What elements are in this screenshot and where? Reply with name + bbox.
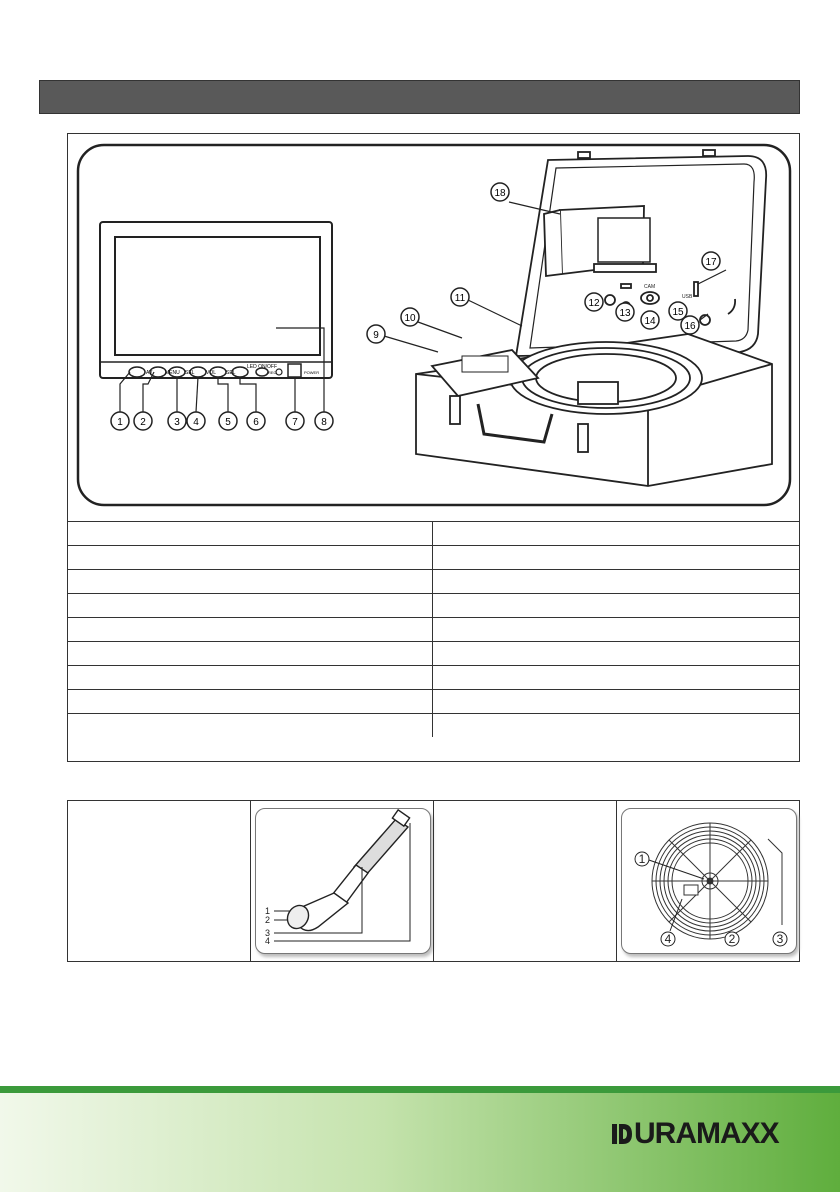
callout-15: 15 xyxy=(672,307,684,318)
parts-table-row xyxy=(68,594,799,618)
parts-cell-right xyxy=(433,546,800,570)
callout-1: 1 xyxy=(117,417,123,428)
parts-cell-left xyxy=(68,714,433,738)
reel-callout-3: 3 xyxy=(776,932,784,946)
btn-label-av: AV xyxy=(146,370,153,376)
parts-cell-right xyxy=(433,690,800,714)
btn-label-sel-2: SEL xyxy=(226,370,236,376)
callout-3: 3 xyxy=(174,417,180,428)
reel-callout-1: 1 xyxy=(638,852,646,866)
callout-13: 13 xyxy=(619,308,631,319)
cam-label: CAM xyxy=(644,284,656,290)
cable-reel-drawing xyxy=(622,809,796,953)
parts-table-row xyxy=(68,618,799,642)
parts-cell-left xyxy=(68,594,433,618)
parts-cell-right xyxy=(433,618,800,642)
cable-reel-image xyxy=(621,808,797,954)
parts-cell-left xyxy=(68,618,433,642)
camera-callout-1: 1 xyxy=(265,906,271,916)
reel-callout-4: 4 xyxy=(664,932,672,946)
components-frame xyxy=(67,800,800,962)
callout-18: 18 xyxy=(494,188,506,199)
divider-1 xyxy=(250,801,251,961)
section-title-bar xyxy=(39,80,800,114)
parts-cell-left xyxy=(68,570,433,594)
callout-14: 14 xyxy=(644,316,656,327)
callout-2: 2 xyxy=(140,417,146,428)
parts-table xyxy=(68,521,799,737)
btn-label-led: LED ON/OFF xyxy=(247,364,278,370)
btn-label-rec: REC xyxy=(268,370,277,375)
callout-12: 12 xyxy=(588,298,600,309)
callout-17: 17 xyxy=(705,257,717,268)
parts-cell-right xyxy=(433,594,800,618)
btn-label-power: POWER xyxy=(304,370,320,375)
parts-cell-right xyxy=(433,642,800,666)
parts-cell-right xyxy=(433,570,800,594)
camera-head-drawing xyxy=(256,809,430,953)
parts-cell-right xyxy=(433,666,800,690)
camera-head-image xyxy=(255,808,431,954)
footer-accent-stripe xyxy=(0,1086,840,1093)
callout-7: 7 xyxy=(292,417,298,428)
callout-16: 16 xyxy=(684,321,696,332)
camera-callout-4: 4 xyxy=(265,936,271,946)
camera-head-description-cell xyxy=(68,801,250,961)
cable-reel-description-cell xyxy=(434,801,616,961)
camera-callout-3: 3 xyxy=(265,928,271,938)
parts-cell-left xyxy=(68,522,433,546)
parts-cell-right xyxy=(433,522,800,546)
carry-case-drawing xyxy=(416,150,772,486)
callout-5: 5 xyxy=(225,417,231,428)
divider-3 xyxy=(616,801,617,961)
parts-table-row xyxy=(68,522,799,546)
callout-10: 10 xyxy=(404,313,416,324)
parts-table-row xyxy=(68,642,799,666)
callout-9: 9 xyxy=(373,330,379,341)
brand-logo xyxy=(612,1114,779,1154)
parts-table-row xyxy=(68,690,799,714)
device-overview-figure xyxy=(68,134,799,520)
btn-label-sel-1: SEL xyxy=(185,370,195,376)
brand-logo-mark-icon xyxy=(612,1121,632,1147)
overview-frame xyxy=(67,133,800,762)
parts-table-row xyxy=(68,714,799,738)
parts-cell-right xyxy=(433,714,800,738)
parts-table-row xyxy=(68,666,799,690)
camera-callout-2: 2 xyxy=(265,915,271,925)
reel-callout-2: 2 xyxy=(728,932,736,946)
callout-8: 8 xyxy=(321,417,327,428)
usb-label: USB xyxy=(682,294,693,300)
brand-logo-text: URAMAXX xyxy=(634,1117,779,1150)
callout-4: 4 xyxy=(193,417,199,428)
monitor-drawing xyxy=(100,222,333,430)
callout-6: 6 xyxy=(253,417,259,428)
parts-cell-left xyxy=(68,642,433,666)
parts-table-row xyxy=(68,570,799,594)
btn-label-menu: MENU xyxy=(165,370,180,376)
parts-cell-left xyxy=(68,666,433,690)
parts-cell-left xyxy=(68,690,433,714)
callout-11: 11 xyxy=(454,293,466,304)
parts-cell-left xyxy=(68,546,433,570)
btn-label-vol: VOL xyxy=(206,370,217,376)
parts-table-row xyxy=(68,546,799,570)
